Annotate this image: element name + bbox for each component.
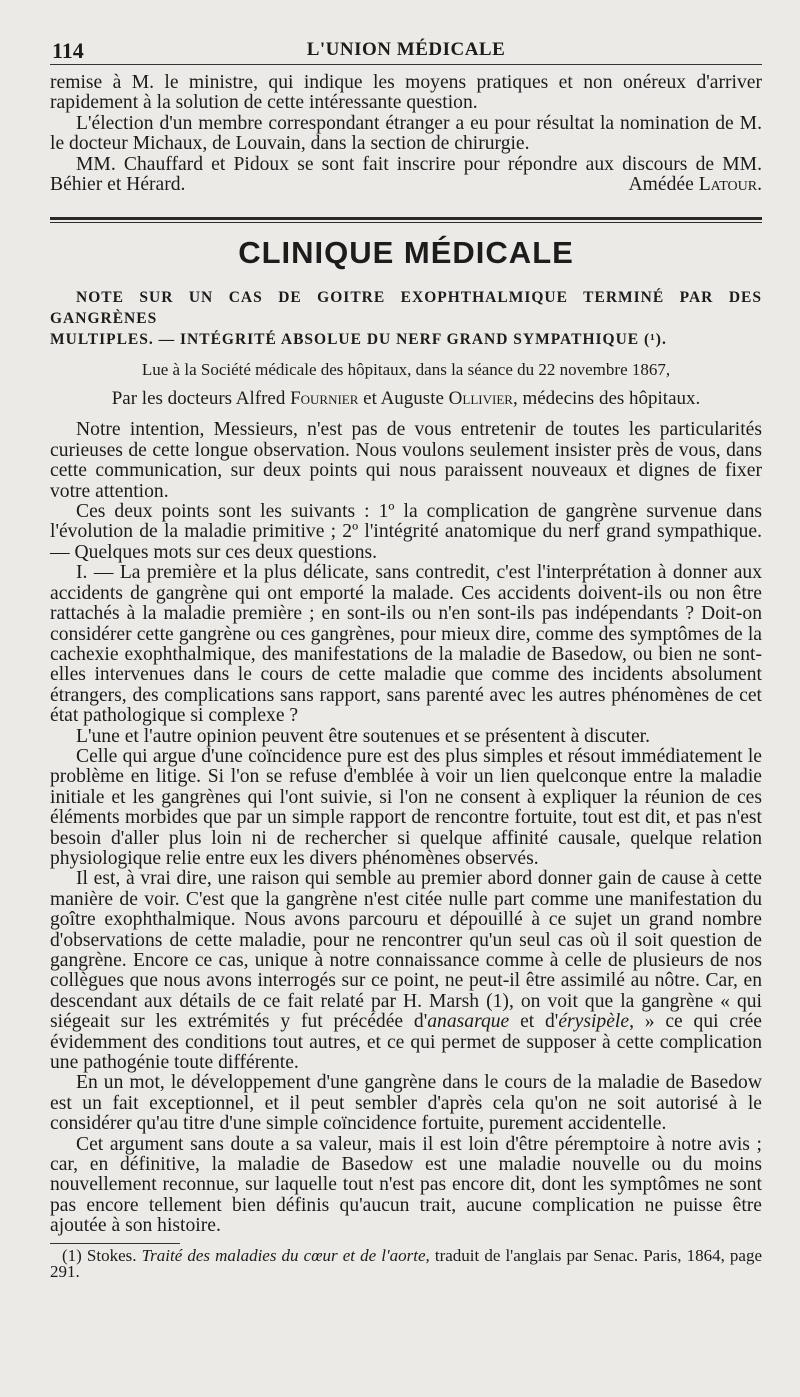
byline-mid: et Auguste (363, 388, 444, 410)
footnote-title: Traité des maladies du cœur et de l'aorte, (141, 1245, 430, 1265)
article-body (50, 420, 762, 1236)
paragraph: Notre intention, Messieurs, n'est pas de vous entretenir de toutes les particularités curieuses de cette longue observation. Nous voulons seulement insister près de vous, dans cette communication, sur deux points qui nous paraissent nouveaux et dignes de fixer votre attention. (50, 419, 762, 502)
footnote-rule (50, 1243, 180, 1244)
text: Il est, à vrai dire, une raison qui semble au premier abord donner gain de cause à cette manière de voir. C'est que la gangrène n'est citée nulle part comme une manifestation du goître exophthalmique. Nous avons parcouru et dépouillé à ce sujet un grand nombre d'observations de cette maladie, pour ne rencontrer qu'un seul cas où il soit question de gangrène. Encore ce cas, unique à notre connaissance comme à celle de plusieurs de nos collègues que nous avons interrogés sur ce point, ne peut-il être assimilé au nôtre. Car, en descendant aux détails de ce fait relaté par H. Marsh (1), on voit que la gangrène « qui siégeait sur les extrémités y fut précédée d' (50, 868, 762, 1033)
paragraph: En un mot, le développement d'une gangrène dans le cours de la maladie de Basedow est un fait exceptionnel, et il peut sembler d'après cela qu'on ne soit autorisé à le considérer qu'au titre d'une simple coïncidence fortuite, purement accidentelle. (50, 1072, 762, 1135)
byline-suffix: , médecins des hôpitaux. (512, 388, 701, 410)
text: et d' (509, 1011, 559, 1033)
author-fournier: Fournier (290, 388, 359, 410)
author-ollivier: Ollivier (448, 388, 513, 410)
signature-first: Amédée (628, 174, 694, 196)
article-title-line-1: NOTE SUR UN CAS DE GOITRE EXOPHTHALMIQUE TERMINÉ PAR DES GANGRÈNES (50, 289, 762, 328)
section-title: CLINIQUE MÉDICALE (238, 235, 574, 271)
paragraph: Cet argument sans doute a sa valeur, mais il est loin d'être péremptoire à notre avis ; car, en définitive, la maladie de Basedow est une maladie nouvelle ou du moins nouvellement reconnue, sur laquelle tout n'est pas encore dit, dont les symptômes ne sont pas encore tellement bien définis qu'aucun trait, aucune complication ne puisse être ajoutée à son histoire. (50, 1133, 762, 1237)
section-rule (50, 217, 762, 220)
byline (50, 388, 762, 410)
byline-prefix: Par les docteurs Alfred (111, 388, 286, 410)
paragraph: remise à M. le ministre, qui indique les moyens pratiques et non onéreux d'arriver rapidement à la solution de cette intéressante question. (50, 72, 762, 114)
previous-article-end (50, 73, 762, 195)
page-number: 114 (52, 38, 84, 63)
paragraph-text: MM. Chauffard et Pidoux se sont fait inscrire pour répondre aux discours de MM. Béhier et Hérard. (50, 153, 762, 196)
paragraph: L'élection d'un membre correspondant étranger a eu pour résultat la nomination de M. le docteur Michaux, de Louvain, dans la section de chirurgie. (50, 112, 762, 155)
footnote (50, 1245, 762, 1281)
paragraph (50, 155, 762, 196)
footnote-prefix: (1) Stokes. (62, 1245, 137, 1265)
paragraph: Celle qui argue d'une coïncidence pure est des plus simples et résout immédiatement le problème en litige. Si l'on se refuse d'emblée à voir un lien quelconque entre la maladie initiale et les gangrènes qui l'ont suivie, si l'on ne consent à expliquer la réunion de ces éléments morbides que par un simple rapport de rencontre fortuite, tout est dit, et pas n'est besoin d'aller plus loin ni de rechercher si quelque affinité causale, quelque relation physiologique relie entre eux les divers phénomènes observés. (50, 745, 762, 869)
italic-term: anasarque (427, 1011, 510, 1033)
italic-term: érysipèle, (558, 1011, 634, 1033)
paragraph: Ces deux points sont les suivants : 1º la complication de gangrène survenue dans l'évolution de la maladie primitive ; 2º l'intégrité anatomique du nerf grand sympathique. — Quelques mots sur ces deux questions. (50, 501, 762, 563)
paragraph: I. — La première et la plus délicate, sans contredit, c'est l'interprétation à donner aux accidents de gangrène qui ont emporté la malade. Ces accidents doivent-ils ou non être rattachés à la maladie première ; en sont-ils ou n'en sont-ils pas indépendants ? Doit-on considérer cette gangrène ou ces gangrènes, pour mieux dire, comme des symptômes de la cachexie exophthalmique, des manifestations de la maladie de Basedow, ou bien ne sont-elles intervenues dans le cours de cette maladie que comme des incidents absolument étrangers, des complications sans rapport, sans parenté avec les autres phénomènes de cet état pathologique si complexe ? (50, 562, 762, 727)
journal-title: L'UNION MÉDICALE (306, 39, 506, 60)
signature (603, 175, 762, 195)
text: » ce qui crée évidemment des conditions tout autres, et ce qui permet de supposer à cette complication une pathogénie toute différente. (50, 1011, 763, 1074)
reading-note: Lue à la Société médicale des hôpitaux, dans la séance du 22 novembre 1867, (141, 360, 671, 380)
footnote-suffix: traduit de l'anglais par Senac. Paris, 1864, page 291. (50, 1245, 762, 1281)
signature-last: Latour. (698, 174, 762, 196)
paragraph (50, 869, 762, 1073)
paragraph: L'une et l'autre opinion peuvent être soutenues et se présentent à discuter. (76, 725, 650, 747)
page-header (50, 34, 762, 65)
article-title (50, 287, 762, 350)
article-title-line-2: MULTIPLES. — INTÉGRITÉ ABSOLUE DU NERF GRAND SYMPATHIQUE (¹). (50, 331, 667, 349)
section-rule-thin (50, 222, 762, 223)
